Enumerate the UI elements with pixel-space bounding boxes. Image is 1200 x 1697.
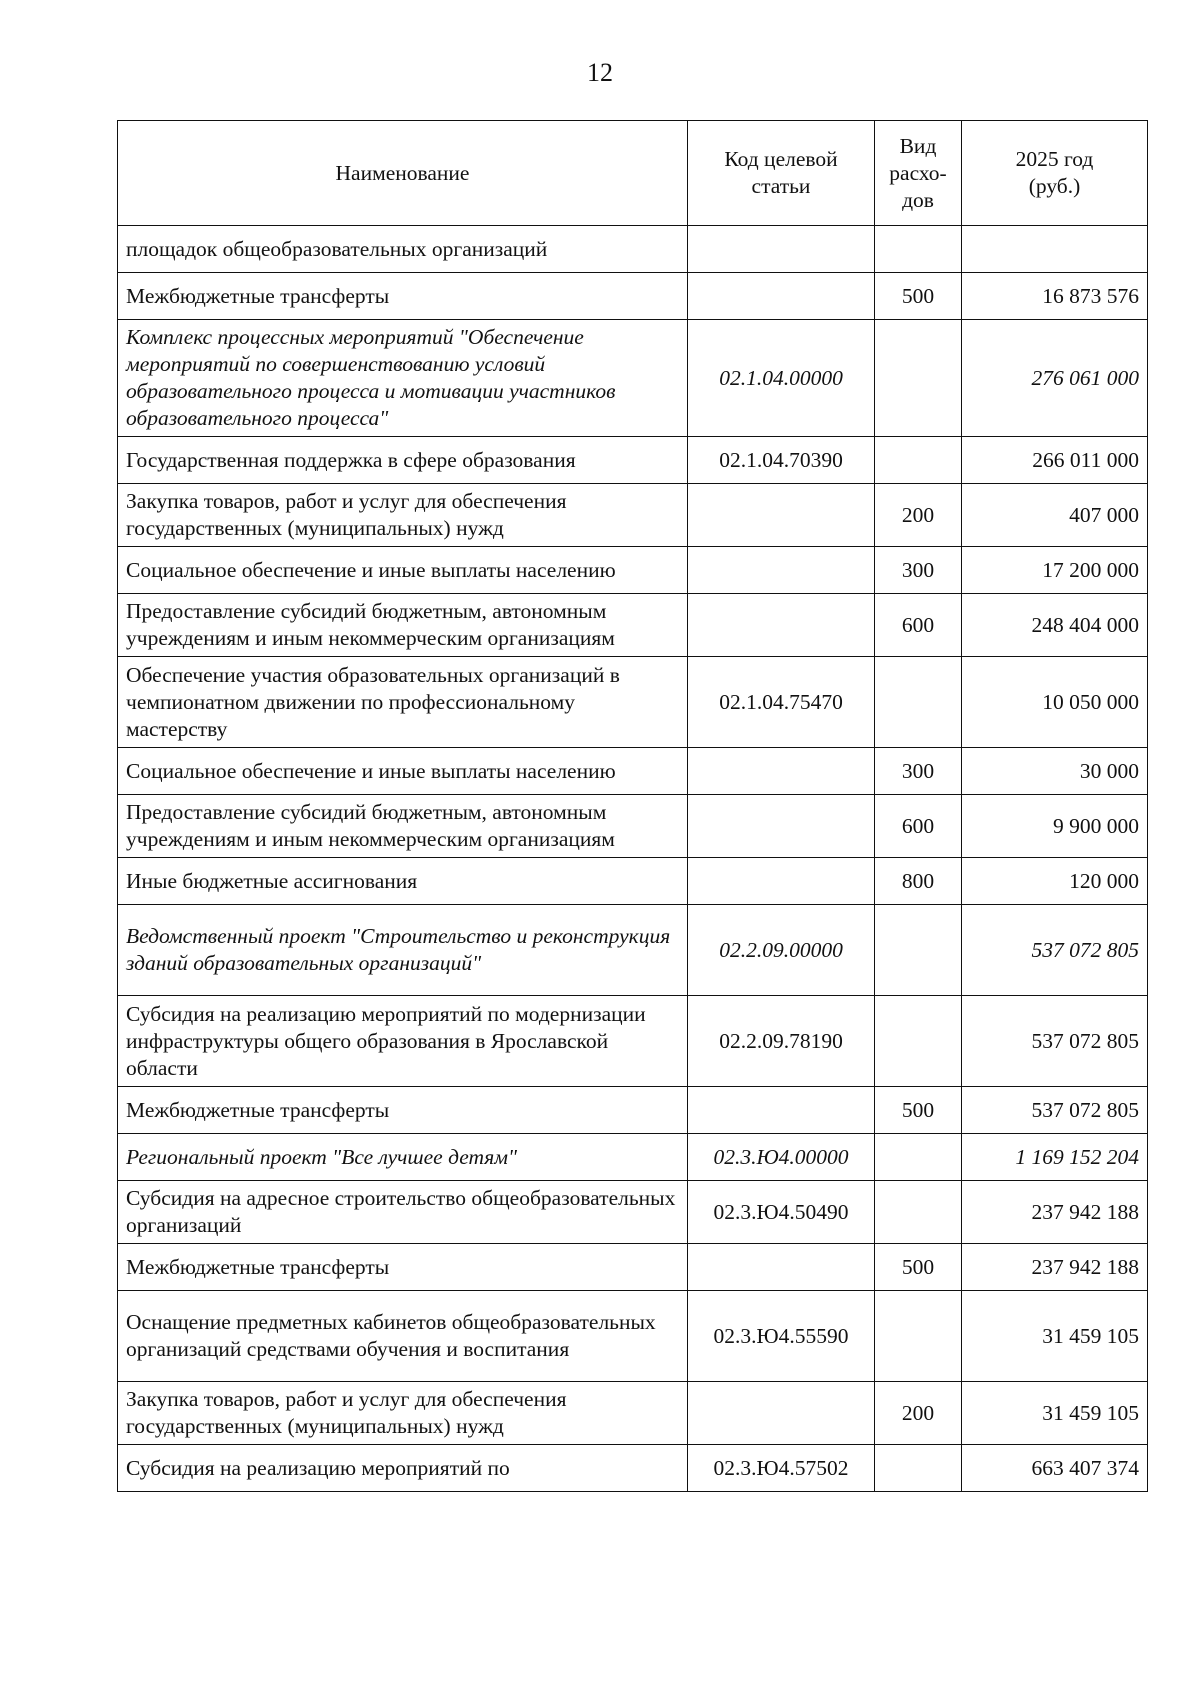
table-row <box>118 1291 1148 1382</box>
cell-type <box>875 1134 962 1181</box>
table-row <box>118 437 1148 484</box>
cell-type <box>875 1291 962 1382</box>
cell-sum: 30 000 <box>962 748 1148 795</box>
cell-name: Субсидия на адресное строительство общеобразовательных организаций <box>118 1181 688 1244</box>
page-number: 12 <box>587 58 613 87</box>
cell-sum: 407 000 <box>962 484 1148 547</box>
table-header-row <box>118 121 1148 226</box>
cell-name: Межбюджетные трансферты <box>118 273 688 320</box>
cell-type <box>875 226 962 273</box>
cell-sum: 1 169 152 204 <box>962 1134 1148 1181</box>
header-sum: 2025 год (руб.) <box>962 121 1148 226</box>
cell-type <box>875 320 962 437</box>
table-row <box>118 273 1148 320</box>
cell-type: 800 <box>875 858 962 905</box>
table-row <box>118 1382 1148 1445</box>
cell-name: Иные бюджетные ассигнования <box>118 858 688 905</box>
cell-name: Предоставление субсидий бюджетным, автономным учреждениям и иным некоммерческим организациям <box>118 795 688 858</box>
cell-code <box>688 748 875 795</box>
cell-code: 02.1.04.70390 <box>688 437 875 484</box>
table-row <box>118 320 1148 437</box>
cell-code: 02.3.Ю4.57502 <box>688 1445 875 1492</box>
cell-sum: 31 459 105 <box>962 1291 1148 1382</box>
cell-type <box>875 657 962 748</box>
table-row <box>118 547 1148 594</box>
cell-name: Предоставление субсидий бюджетным, автономным учреждениям и иным некоммерческим организациям <box>118 594 688 657</box>
cell-type: 300 <box>875 547 962 594</box>
cell-sum: 663 407 374 <box>962 1445 1148 1492</box>
table-row <box>118 226 1148 273</box>
table-row <box>118 1087 1148 1134</box>
cell-name: Региональный проект "Все лучшее детям" <box>118 1134 688 1181</box>
cell-code <box>688 226 875 273</box>
cell-code <box>688 795 875 858</box>
cell-name: Межбюджетные трансферты <box>118 1244 688 1291</box>
table-row <box>118 594 1148 657</box>
table-row <box>118 795 1148 858</box>
cell-type: 300 <box>875 748 962 795</box>
cell-code <box>688 1244 875 1291</box>
cell-name: Закупка товаров, работ и услуг для обеспечения государственных (муниципальных) нужд <box>118 1382 688 1445</box>
table-row <box>118 748 1148 795</box>
cell-type: 200 <box>875 1382 962 1445</box>
cell-sum: 17 200 000 <box>962 547 1148 594</box>
cell-type <box>875 996 962 1087</box>
cell-code <box>688 1087 875 1134</box>
cell-code <box>688 273 875 320</box>
cell-code: 02.1.04.75470 <box>688 657 875 748</box>
cell-type: 500 <box>875 1087 962 1134</box>
cell-sum: 537 072 805 <box>962 996 1148 1087</box>
cell-sum: 120 000 <box>962 858 1148 905</box>
cell-type: 200 <box>875 484 962 547</box>
table-row <box>118 1134 1148 1181</box>
cell-type <box>875 1181 962 1244</box>
cell-name: Обеспечение участия образовательных организаций в чемпионатном движении по профессиональному мастерству <box>118 657 688 748</box>
cell-sum <box>962 226 1148 273</box>
cell-type: 600 <box>875 594 962 657</box>
cell-sum: 266 011 000 <box>962 437 1148 484</box>
cell-code: 02.3.Ю4.50490 <box>688 1181 875 1244</box>
cell-type <box>875 437 962 484</box>
table-row <box>118 858 1148 905</box>
cell-sum: 537 072 805 <box>962 905 1148 996</box>
cell-sum: 248 404 000 <box>962 594 1148 657</box>
cell-name: Межбюджетные трансферты <box>118 1087 688 1134</box>
cell-type: 500 <box>875 1244 962 1291</box>
cell-type <box>875 1445 962 1492</box>
cell-code: 02.2.09.78190 <box>688 996 875 1087</box>
cell-code: 02.1.04.00000 <box>688 320 875 437</box>
cell-name: Субсидия на реализацию мероприятий по модернизации инфраструктуры общего образования в Ярославской области <box>118 996 688 1087</box>
cell-name: Субсидия на реализацию мероприятий по <box>118 1445 688 1492</box>
cell-code <box>688 594 875 657</box>
cell-name: Оснащение предметных кабинетов общеобразовательных организаций средствами обучения и воспитания <box>118 1291 688 1382</box>
cell-name: Социальное обеспечение и иные выплаты населению <box>118 547 688 594</box>
table-row <box>118 1244 1148 1291</box>
cell-type: 500 <box>875 273 962 320</box>
table-row <box>118 1181 1148 1244</box>
cell-sum: 9 900 000 <box>962 795 1148 858</box>
header-type: Вид расхо-дов <box>875 121 962 226</box>
cell-sum: 31 459 105 <box>962 1382 1148 1445</box>
table-row <box>118 484 1148 547</box>
header-code: Код целевой статьи <box>688 121 875 226</box>
budget-table <box>117 120 1148 1492</box>
header-name: Наименование <box>118 121 688 226</box>
cell-code: 02.2.09.00000 <box>688 905 875 996</box>
cell-sum: 276 061 000 <box>962 320 1148 437</box>
cell-code <box>688 484 875 547</box>
cell-code <box>688 858 875 905</box>
cell-name: площадок общеобразовательных организаций <box>118 226 688 273</box>
cell-sum: 237 942 188 <box>962 1181 1148 1244</box>
cell-name: Закупка товаров, работ и услуг для обеспечения государственных (муниципальных) нужд <box>118 484 688 547</box>
cell-sum: 237 942 188 <box>962 1244 1148 1291</box>
cell-sum: 537 072 805 <box>962 1087 1148 1134</box>
cell-name: Комплекс процессных мероприятий "Обеспечение мероприятий по совершенствованию условий образовательного процесса и мотивации участников образовательного процесса" <box>118 320 688 437</box>
cell-code <box>688 1382 875 1445</box>
table-row <box>118 996 1148 1087</box>
table-row <box>118 657 1148 748</box>
cell-code: 02.3.Ю4.00000 <box>688 1134 875 1181</box>
cell-code: 02.3.Ю4.55590 <box>688 1291 875 1382</box>
table-row <box>118 1445 1148 1492</box>
cell-code <box>688 547 875 594</box>
cell-name: Социальное обеспечение и иные выплаты населению <box>118 748 688 795</box>
table-row <box>118 905 1148 996</box>
cell-name: Ведомственный проект "Строительство и реконструкция зданий образовательных организаций" <box>118 905 688 996</box>
cell-type <box>875 905 962 996</box>
cell-type: 600 <box>875 795 962 858</box>
cell-name: Государственная поддержка в сфере образования <box>118 437 688 484</box>
cell-sum: 10 050 000 <box>962 657 1148 748</box>
cell-sum: 16 873 576 <box>962 273 1148 320</box>
table-body <box>118 226 1148 1492</box>
